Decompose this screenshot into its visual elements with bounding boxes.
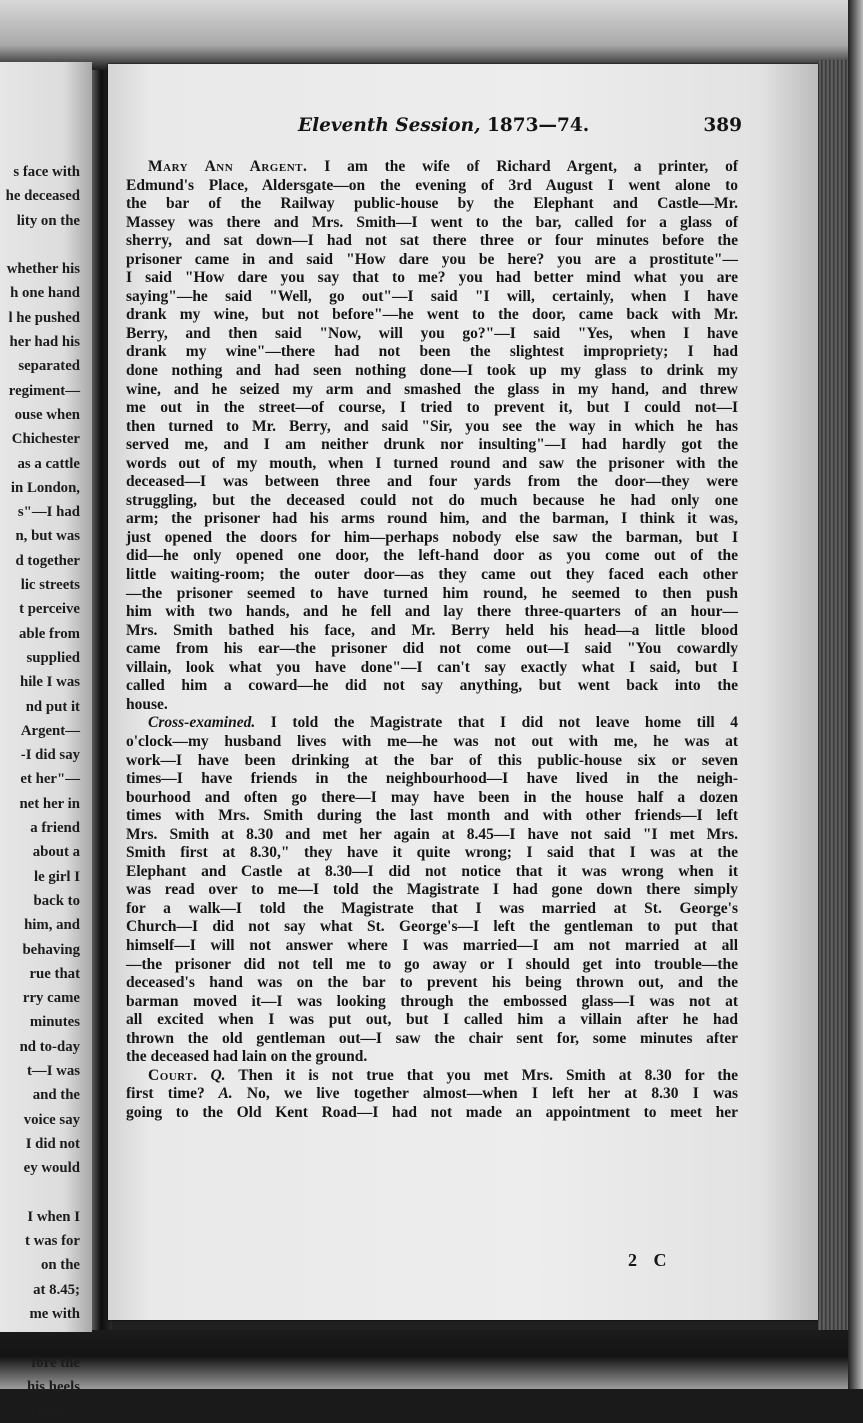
text-segment: the bar of the Railway public-house by the Elephant and Castle—Mr. (126, 195, 738, 213)
left-page-line: him, and (24, 917, 80, 934)
running-title (298, 115, 589, 136)
left-page-line: on the (40, 1257, 80, 1274)
text-line (126, 251, 738, 270)
text-line (126, 770, 738, 789)
text-line (126, 232, 738, 251)
text-segment: o'clock—my husband lives with me—he was not out with me, he was at (126, 732, 738, 750)
text-line (126, 1104, 738, 1123)
text-segment: prisoner came in and said "How dare you be here? you are a prostitute"— (126, 250, 738, 268)
text-line (126, 585, 738, 604)
left-page-line: nd put it (25, 698, 80, 715)
text-line (126, 789, 738, 808)
text-segment: wine, and he seized my arm and smashed the glass in my hand, and threw (126, 380, 738, 398)
text-line (126, 733, 738, 752)
page-edge-stack (818, 60, 848, 1330)
text-segment: Cross-examined. (148, 714, 256, 732)
left-page-line: as a cattle (17, 455, 80, 472)
left-page-line: whether his (6, 261, 80, 278)
text-segment: struggling, but the deceased could not do much because he had only one (126, 491, 738, 509)
text-line (126, 343, 738, 362)
text-line (126, 863, 738, 882)
text-segment: came from his ear—the prisoner did not come out—I said "You cowardly (126, 640, 738, 658)
text-segment: Edmund's Place, Aldersgate—on the evening of 3rd August I went alone to (126, 176, 738, 194)
text-line (126, 918, 738, 937)
text-segment: house. (126, 695, 168, 713)
text-segment: villain, look what you have done"—I can't say exactly what I said, but I (126, 658, 738, 676)
left-page-line: n, but was (15, 528, 80, 545)
text-segment: sherry, and sat down—I had not sat there three or four minutes before the (126, 232, 738, 250)
text-segment: I told the Magistrate that I did not leave home till 4 (255, 714, 738, 732)
text-line (126, 547, 738, 566)
text-segment: times with Mrs. Smith during the last month and with other friends—I left (126, 807, 738, 825)
left-page-line: l he pushed (8, 309, 80, 326)
left-page-line: h one hand (10, 285, 80, 302)
left-page-line: he deceased (5, 188, 80, 205)
text-segment: I said "How dare you say that to me? you had better mind what you are (126, 269, 738, 287)
text-line (126, 492, 738, 511)
text-line (126, 974, 738, 993)
left-page-text (0, 160, 80, 1423)
text-segment: called him a coward—he did not say anything, but went back into the (126, 677, 738, 695)
left-page-line (0, 1180, 80, 1204)
left-page-line: behaving (22, 941, 80, 958)
left-page-line: his heels (26, 1378, 80, 1395)
text-segment: deceased's hand was on the bar to prevent his being thrown out, and the (126, 974, 738, 992)
left-page-line: ffling— (31, 1403, 80, 1420)
left-page-line: -I did say (20, 747, 80, 764)
left-page-line: rue that (29, 965, 80, 982)
text-line (126, 659, 738, 678)
text-line (126, 177, 738, 196)
text-segment: times—I have friends in the neighbourhood—I have lived in the neigh- (126, 770, 738, 788)
text-segment: going to the Old Kent Road—I had not made an appointment to meet her (126, 1103, 738, 1121)
left-page-line: ey would (23, 1160, 80, 1177)
text-line (126, 752, 738, 771)
text-line (126, 473, 738, 492)
text-line (126, 362, 738, 381)
text-segment: first time? (126, 1085, 205, 1103)
text-segment: then turned to Mr. Berry, and said "Sir, you see the way in which he has (126, 417, 738, 435)
text-line (126, 529, 738, 548)
left-page-line: rry came (22, 990, 80, 1007)
text-line (126, 900, 738, 919)
left-page-line: supplied (26, 649, 80, 666)
text-line (126, 436, 738, 455)
running-header (112, 115, 742, 143)
text-segment: thrown the old gentleman out—I saw the chair sent for, some minutes after (126, 1029, 738, 1047)
text-segment: Mary Ann Argent. (148, 158, 308, 175)
text-segment: Smith first at 8.30," they have it quite wrong; I said that I was at the (126, 844, 738, 862)
page-number: 389 (703, 115, 742, 136)
text-segment: drank my wine, but not before"—he went to the door, came back with Mr. (126, 306, 738, 324)
left-page-line: back to (33, 892, 80, 909)
text-line (126, 455, 738, 474)
text-segment: me out in the street—of course, I tried to prevent it, but I could not—I (126, 399, 738, 417)
left-page-line: t was for (24, 1233, 80, 1250)
text-segment: just opened the doors for him—perhaps nobody else saw the barman, but I (126, 528, 738, 546)
text-segment: Massey was there and Mrs. Smith—I went to the bar, called for a glass of (126, 213, 738, 231)
text-segment: Mrs. Smith at 8.30 and met her again at 8.45—I have not said "I met Mrs. (126, 825, 738, 843)
text-segment: work—I have been drinking at the bar of this public-house six or seven (126, 751, 738, 769)
left-page (0, 62, 92, 1420)
left-page-line: about a (32, 844, 80, 861)
text-segment: arm; the prisoner had his arms round him, and the barman, I think it was, (126, 510, 738, 528)
text-line (126, 269, 738, 288)
running-title-session: Eleventh Session, (298, 115, 481, 136)
text-line (126, 195, 738, 214)
left-page-line: minutes (29, 1014, 80, 1031)
left-page-line: net her in (19, 795, 80, 812)
left-page-line: s"—I had (17, 504, 80, 521)
text-line (126, 696, 738, 715)
text-segment: —the prisoner did not tell me to go away or I should get into trouble—the (126, 955, 738, 973)
text-line (126, 937, 738, 956)
text-line (126, 677, 738, 696)
text-line (126, 881, 738, 900)
text-segment: the deceased had lain on the ground. (126, 1048, 368, 1066)
text-line (126, 566, 738, 585)
left-page-line: Chichester (11, 431, 80, 448)
text-line (126, 1011, 738, 1030)
left-page-line: and the (32, 1087, 80, 1104)
scanner-bottom-strip (0, 1330, 863, 1389)
text-segment: No, we live together almost—when I left her at 8.30 I was (232, 1085, 738, 1103)
text-line (126, 640, 738, 659)
left-page-line: a friend (30, 820, 80, 837)
text-segment: himself—I will not answer where I was married—I am not married at all (126, 936, 738, 954)
left-page-line (0, 233, 80, 257)
text-line (126, 418, 738, 437)
left-page-line: I when I (27, 1208, 80, 1225)
text-line (126, 306, 738, 325)
text-line (126, 1085, 738, 1104)
text-segment: words out of my mouth, when I turned round and saw the prisoner with the (126, 454, 738, 472)
text-line (126, 288, 738, 307)
left-page-line: t—I was (26, 1062, 80, 1079)
left-page-line: et her"— (20, 771, 80, 788)
left-page-line: nd to-day (19, 1038, 80, 1055)
text-line (126, 622, 738, 641)
left-page-line: fore the (31, 1354, 80, 1371)
left-page-line: regiment— (8, 382, 80, 399)
text-line (126, 158, 738, 177)
running-title-years: 1873—74. (486, 115, 590, 136)
left-page-line (0, 1326, 80, 1350)
left-page-line: in London, (10, 479, 80, 496)
left-page-line: ouse when (14, 406, 80, 423)
text-segment: little waiting-room; the outer door—as they came out they faced each other (126, 566, 738, 584)
left-page-line: d together (15, 552, 80, 569)
left-page-line: lic streets (20, 577, 80, 594)
text-segment: served me, and I am neither drunk nor insulting"—I had hardly got the (126, 436, 738, 454)
text-line (126, 714, 738, 733)
text-segment: all excited when I was put out, but I called him a villain after he had (126, 1011, 738, 1029)
text-line (126, 807, 738, 826)
text-segment: drank my wine"—there had not been the slightest impropriety; I had (126, 343, 738, 361)
text-line (126, 1030, 738, 1049)
signature-mark: 2 C (628, 1250, 673, 1270)
text-segment: was read over to me—I told the Magistrate I had gone down there simply (126, 881, 738, 899)
left-page-line: s face with (13, 164, 80, 180)
text-line (126, 826, 738, 845)
text-line (126, 1048, 738, 1067)
text-segment: done nothing and had seen nothing done—I took up my glass to drink my (126, 362, 738, 380)
left-page-line: separated (18, 358, 80, 375)
scanner-right-edge (848, 0, 863, 1389)
text-segment: —the prisoner seemed to have turned him round, he seemed to then push (126, 584, 738, 602)
left-page-line: t perceive (19, 601, 80, 618)
left-page-line: lity on the (16, 212, 80, 229)
text-line (126, 1067, 738, 1086)
text-line (126, 399, 738, 418)
text-line (126, 214, 738, 233)
text-segment: Mrs. Smith bathed his face, and Mr. Berry held his head—a little blood (126, 621, 738, 639)
left-page-line: me with (29, 1305, 80, 1322)
left-page-line: voice say (23, 1111, 80, 1128)
left-page-line: Argent— (20, 722, 80, 739)
text-line (126, 510, 738, 529)
text-segment: I am the wife of Richard Argent, a printer, of (307, 158, 738, 175)
left-page-line: at 8.45; (33, 1281, 80, 1298)
scanner-top-strip (0, 0, 863, 45)
text-line (126, 993, 738, 1012)
text-segment: did—he only opened one door, the left-hand door as you come out of the (126, 547, 738, 565)
text-segment: Elephant and Castle at 8.30—I did not notice that it was wrong when it (126, 862, 738, 880)
text-segment: Court. (148, 1066, 198, 1084)
left-page-line: hile I was (19, 674, 80, 691)
text-segment: Then it is not true that you met Mrs. Smith at 8.30 for the (225, 1066, 738, 1084)
text-segment: Church—I did not say what St. George's—I left the gentleman to put that (126, 918, 738, 936)
left-page-line: I did not (25, 1135, 80, 1152)
left-page-line: her had his (9, 334, 80, 351)
left-page-line: le girl I (33, 868, 80, 885)
text-segment: A. (204, 1085, 233, 1103)
text-segment: saying"—he said "Well, go out"—I said "I will, certainly, when I have (126, 287, 738, 305)
text-line (126, 603, 738, 622)
text-segment: Berry, and then said "Now, will you go?"—I said "Yes, when I have (126, 324, 738, 342)
left-page-line: able from (19, 625, 80, 642)
text-segment: barman moved it—I was looking through the embossed glass—I was not at (126, 992, 738, 1010)
text-line (126, 381, 738, 400)
testimony-body (126, 158, 738, 1122)
text-line (126, 325, 738, 344)
text-segment: bourhood and often go there—I may have been in the house half a dozen (126, 788, 738, 806)
text-segment: him with two hands, and he fell and lay there three-quarters of an hour— (126, 603, 738, 621)
text-segment: Q. (197, 1066, 226, 1084)
text-line (126, 844, 738, 863)
text-segment: deceased—I was between three and four yards from the door—they were (126, 473, 738, 491)
text-line (126, 956, 738, 975)
text-segment: for a walk—I told the Magistrate that I was married at St. George's (126, 899, 738, 917)
